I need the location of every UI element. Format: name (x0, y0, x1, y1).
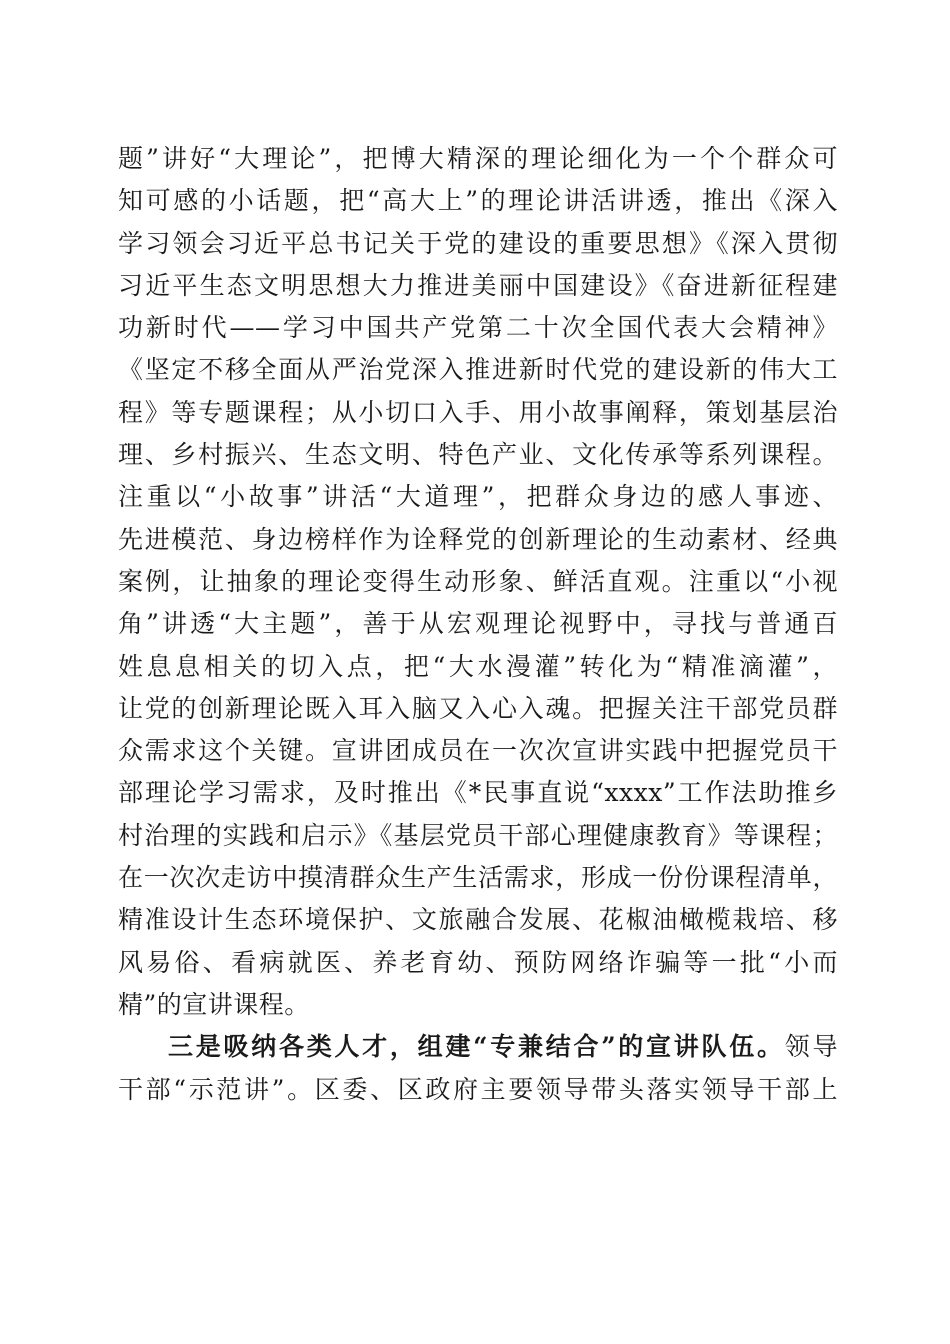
text-line: 功新时代——学习中国共产党第二十次全国代表大会精神》 (118, 313, 838, 343)
text-line: 精”的宣讲课程。 (118, 989, 310, 1019)
text-line: 众需求这个关键。宣讲团成员在一次次宣讲实践中把握党员干 (118, 736, 838, 766)
text-line: 风易俗、看病就医、养老育幼、预防网络诈骗等一批“小而 (118, 947, 838, 977)
text-line: 程》等专题课程；从小切口入手、用小故事阐释，策划基层治 (118, 397, 838, 427)
text-line: 先进模范、身边榜样作为诠释党的创新理论的生动素材、经典 (118, 524, 838, 554)
text-line: 知可感的小话题，把“高大上”的理论讲活讲透，推出《深入 (118, 186, 838, 216)
text-span: 领导 (784, 1032, 838, 1062)
text-line: 《坚定不移全面从严治党深入推进新时代党的建设新的伟大工 (118, 355, 838, 385)
text-line: 角”讲透“大主题”，善于从宏观理论视野中，寻找与普通百 (118, 609, 838, 639)
section-heading: 三是吸纳各类人才，组建“专兼结合”的宣讲队伍。 (168, 1032, 785, 1062)
paragraph-1 (118, 138, 838, 1026)
text-line: 理、乡村振兴、生态文明、特色产业、文化传承等系列课程。 (118, 440, 838, 470)
text-line: 让党的创新理论既入耳入脑又入心入魂。把握关注干部党员群 (118, 693, 838, 723)
text-line: 在一次次走访中摸清群众生产生活需求，形成一份份课程清单， (118, 863, 838, 893)
text-line: 部理论学习需求，及时推出《*民事直说“xxxx”工作法助推乡 (118, 778, 838, 808)
text-line: 案例，让抽象的理论变得生动形象、鲜活直观。注重以“小视 (118, 566, 838, 596)
text-line: 村治理的实践和启示》《基层党员干部心理健康教育》等课程； (118, 820, 838, 850)
text-line: 姓息息相关的切入点，把“大水漫灌”转化为“精准滴灌”， (118, 651, 838, 681)
document-body (118, 138, 838, 1111)
text-line: 干部“示范讲”。区委、区政府主要领导带头落实领导干部上 (118, 1074, 838, 1104)
text-line: 精准设计生态环境保护、文旅融合发展、花椒油橄榄栽培、移 (118, 905, 838, 935)
text-line (118, 1026, 838, 1068)
text-line: 习近平生态文明思想大力推进美丽中国建设》《奋进新征程建 (118, 270, 838, 300)
text-line: 注重以“小故事”讲活“大道理”，把群众身边的感人事迹、 (118, 482, 838, 512)
paragraph-2 (118, 1026, 838, 1111)
text-line: 题”讲好“大理论”，把博大精深的理论细化为一个个群众可 (118, 144, 838, 173)
text-line: 学习领会习近平总书记关于党的建设的重要思想》《深入贯彻 (118, 228, 838, 258)
